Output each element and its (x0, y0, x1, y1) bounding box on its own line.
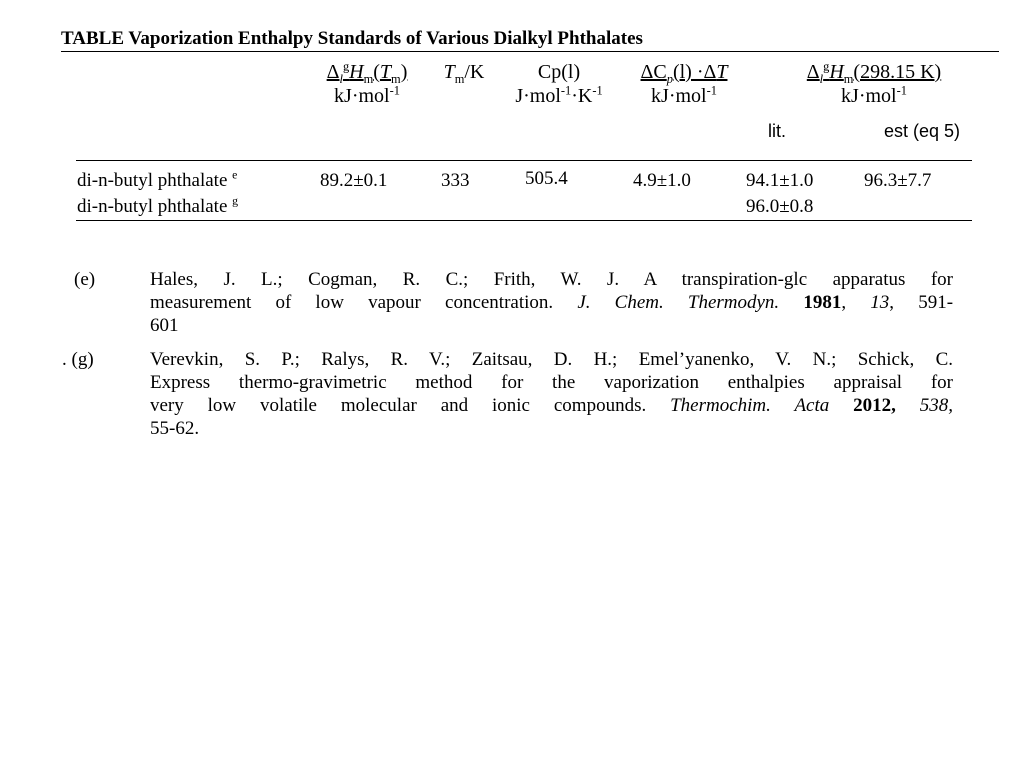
reference-label: . (g) (62, 349, 94, 370)
cell-dcp-dt: 4.9±1.0 (633, 170, 691, 191)
reference-text: Verevkin, S. P.; Ralys, R. V.; Zaitsau, D. H.; Emel’yanenko, V. N.; Schick, C. Express thermo-gravimetric method for the vaporization enthalpies appraisal for very low volatile molecular and ionic compounds. Thermochim. Acta 2012, 538, 55-62. (150, 349, 954, 439)
cell-lit: 96.0±0.8 (746, 196, 814, 217)
cell-est: 96.3±7.7 (864, 170, 932, 191)
reference-label: (e) (74, 269, 96, 290)
subheader-est: est (eq 5) (884, 121, 961, 141)
bottom-rule (76, 220, 972, 221)
cell-cp: 505.4 (525, 168, 568, 189)
table-row-label: di-n-butyl phthalate $^g$ (77, 194, 239, 217)
header-dh-298: $\Delta_l^gH_m(298.15$ K) kJ·mol$^{-1}$ (806, 59, 942, 107)
table-title: TABLE Vaporization Enthalpy Standards of Various Dialkyl Phthalates (61, 28, 643, 49)
header-tm: $T_m/K$ (443, 61, 485, 86)
reference-text: Hales, J. L.; Cogman, R. C.; Frith, W. J. A transpiration-glc apparatus for measurement of low vapour concentration. J. Chem. Thermodyn. 1981, 13, 591- 601 (150, 269, 954, 336)
cell-tm: 333 (441, 170, 470, 191)
title-rule (61, 51, 999, 52)
table-row-label: di-n-butyl phthalate $^e$ (77, 168, 238, 191)
cell-dh-tm: 89.2±0.1 (320, 170, 388, 191)
header-dh-tm: $\Delta_l^gH_m(T_m)$ kJ·mol$^{-1}$ (326, 59, 408, 107)
cell-lit: 94.1±1.0 (746, 170, 814, 191)
header-cp: Cp(l) $J\cdot mol^{-1}\cdot K^{-1}$ (515, 61, 603, 107)
subheader-lit: lit. (768, 121, 786, 141)
header-dcp-dt: $\Delta C_p(l) \cdot\Delta T$ kJ·mol$^{-1}$ (640, 61, 728, 107)
header-rule (76, 160, 972, 161)
